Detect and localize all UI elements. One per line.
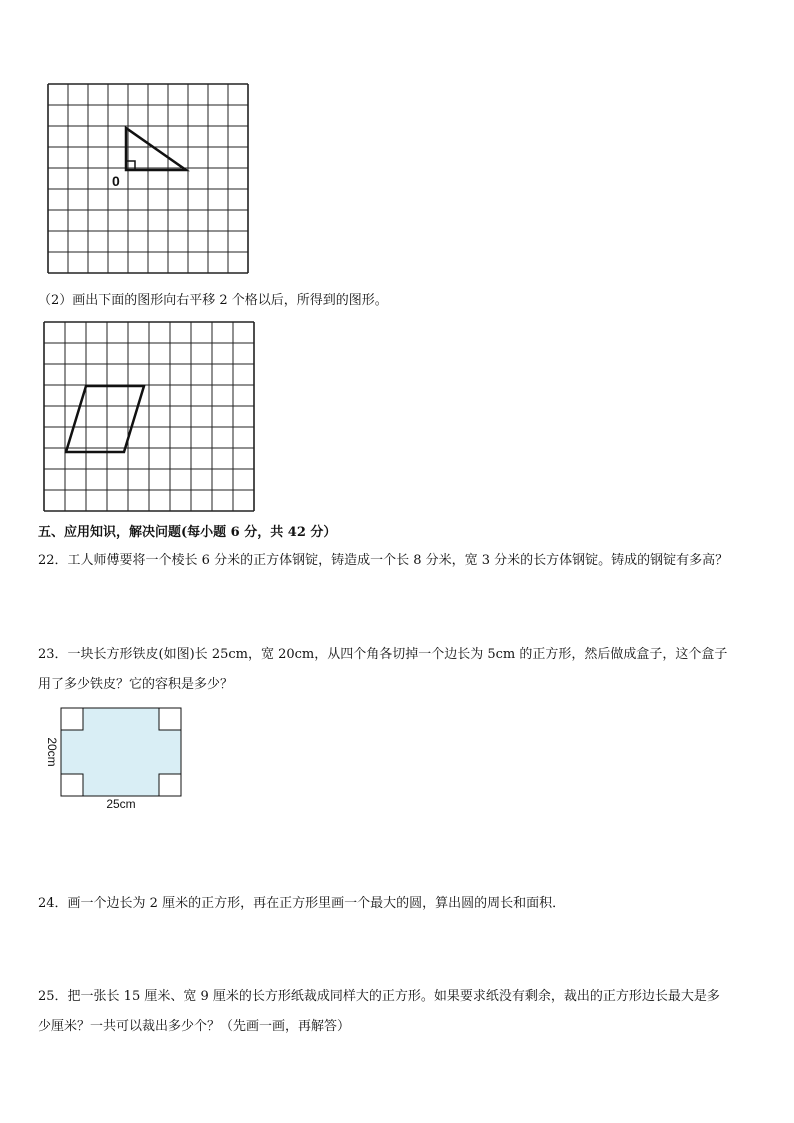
height-label: 20cm [45,737,59,767]
question-23-line1: 23．一块长方形铁皮(如图)长 25cm，宽 20cm，从四个角各切掉一个边长为 5cm 的正方形，然后做成盒子，这个盒子 [38,647,728,662]
sheet-figure [36,704,196,814]
cut-corner-br [159,774,181,796]
cut-corner-tl [61,708,83,730]
section-title: 五、应用知识，解决问题(每小题 6 分，共 42 分） [38,525,337,540]
origin-label: 0 [112,173,120,189]
grid-figure-parallelogram [44,322,258,514]
grid-figure-triangle [48,84,248,276]
width-label: 25cm [106,797,136,811]
question-24: 24．画一个边长为 2 厘米的正方形，再在正方形里画一个最大的圆，算出圆的周长和面积． [38,896,566,911]
question-25-line2: 少厘米？一共可以裁出多少个？（先画一画，再解答） [38,1019,351,1034]
q2-caption: （2）画出下面的图形向右平移 2 个格以后，所得到的图形。 [38,293,388,308]
question-23-line2: 用了多少铁皮？它的容积是多少？ [38,677,234,692]
cut-corner-bl [61,774,83,796]
question-25-line1: 25．把一张长 15 厘米、宽 9 厘米的长方形纸裁成同样大的正方形。如果要求纸没有剩余，裁出的正方形边长最大是多 [38,989,720,1004]
right-angle-mark [126,161,135,170]
question-22: 22．工人师傅要将一个棱长 6 分米的正方体钢锭，铸造成一个长 8 分米，宽 3 分米的长方体钢锭。铸成的钢锭有多高？ [38,553,729,568]
cut-corner-tr [159,708,181,730]
parallelogram [66,386,144,452]
